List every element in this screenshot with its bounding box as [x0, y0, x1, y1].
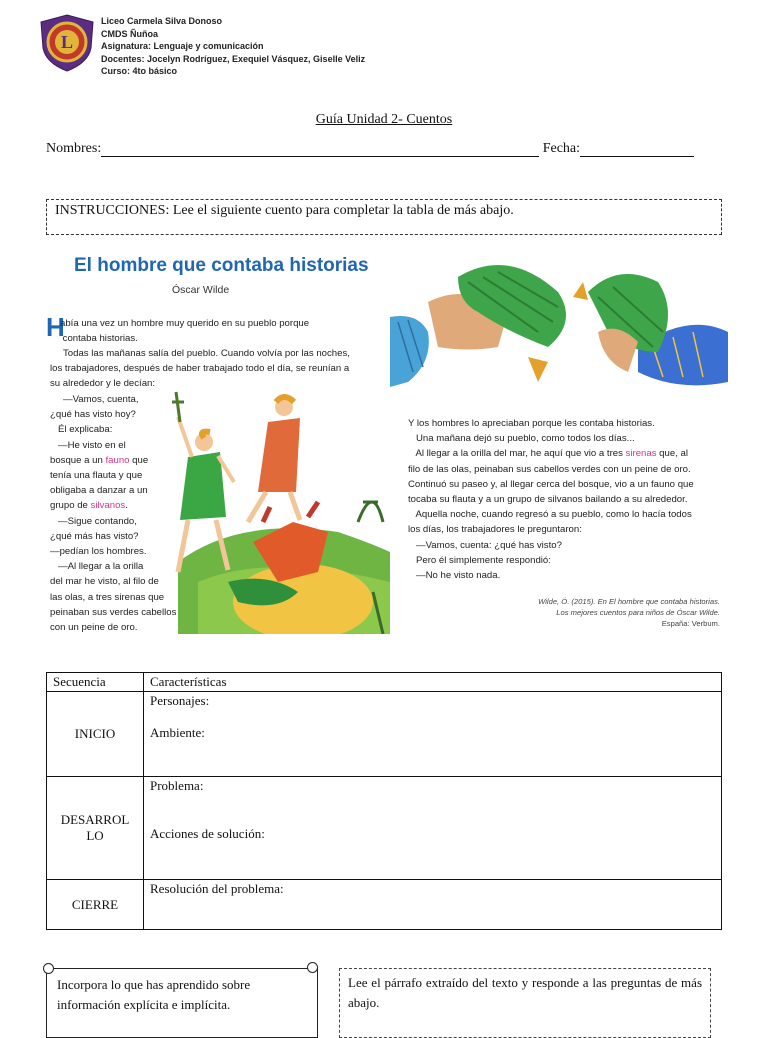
table-header: Secuencia [47, 673, 144, 692]
word-sirenas: sirenas [625, 448, 657, 460]
story-credit: Wilde, Ó. (2015). En El hombre que contaba historias. Los mejores cuentos para niños de Óscar Wilde. España: Verbum. [538, 597, 720, 628]
names-field[interactable] [101, 142, 539, 157]
scroll-curl-icon [307, 962, 318, 973]
date-label: Fecha: [542, 141, 581, 156]
subject-label: Asignatura: Lenguaje y comunicación [101, 41, 264, 51]
course-label: Curso: 4to básico [101, 66, 178, 76]
row-label-cierre: CIERRE [47, 880, 144, 930]
scroll-curl-icon [43, 963, 54, 974]
story-paragraph-2-text: Todas las mañanas salía del pueblo. Cuando volvía por las noches, los trabajadores, después de haber trabajado todo el día, se reunían a su alrededor y le decían: [50, 348, 350, 390]
table-header: Características [144, 673, 722, 692]
table-row [47, 692, 722, 777]
instruction-box-right: Lee el párrafo extraído del texto y responde a las preguntas de más abajo. [339, 968, 711, 1038]
school-name: Liceo Carmela Silva Donoso [101, 16, 223, 26]
word-fauno: fauno [105, 454, 130, 466]
cmds-label: CMDS Ñuñoa [101, 28, 158, 39]
story-title: El hombre que contaba historias [74, 255, 369, 276]
story-paragraph-1: abía una vez un hombre muy querido en su pueblo porque contaba historias. [60, 318, 310, 345]
cierre-cell[interactable]: Resolución del problema: [144, 880, 722, 930]
instructions-box: INSTRUCCIONES: Lee el siguiente cuento para completar la tabla de más abajo. [46, 199, 722, 235]
story-column-left [46, 312, 386, 632]
page-title: Guía Unidad 2- Cuentos [315, 112, 453, 127]
word-silvanos: silvanos [90, 500, 126, 512]
date-field[interactable] [580, 142, 694, 157]
desarrollo-cell[interactable]: Problema: Acciones de solución: [144, 777, 722, 880]
story-column-right: Y los hombres lo apreciaban porque les contaba historias. Una mañana dejó su pueblo, como todos los días... Al llegar a la orilla del mar, he aquí que vio a tres sirenas que, al filo de las olas, peinaban sus cabellos verdes con un peine de oro. Continuó su paseo y, al llegar cerca del bosque, vio a un fauno que tocaba su flauta y a un grupo de silvanos bailando a su alrededor. Aquella noche, cuando regresó a su pueblo, como lo hacía todos los días, los trabajadores le preguntaron: —Vamos, cuenta: ¿qué has visto? Pero él simplemente respondió: —No he visto nada. [408, 418, 694, 582]
name-date-row [46, 141, 694, 157]
teachers-label: Docentes: Jocelyn Rodríguez, Exequiel Vásquez, Giselle Veliz [101, 53, 366, 64]
story-paragraph-2 [50, 346, 350, 392]
story-paragraph-3: —Vamos, cuenta, ¿qué has visto hoy? Él explicaba: —He visto en el bosque a un fauno que tenía una flauta y que obligaba a danzar a un grupo de silvanos. —Sigue contando, ¿qué más has visto? —pedían los hombres. —Al llegar a la orilla del mar he visto, al filo de las olas, a tres sirenas que peinaban sus verdes cabellos con un peine de oro. [50, 394, 177, 634]
scroll-box: Incorpora lo que has aprendido sobre información explícita e implícita. [46, 968, 318, 1038]
school-logo [38, 14, 96, 72]
table-row [47, 777, 722, 880]
school-header [101, 15, 365, 78]
row-label-inicio: INICIO [47, 692, 144, 777]
table-row [47, 880, 722, 930]
sequence-table [46, 672, 722, 930]
dropcap: H [46, 312, 65, 342]
row-label-desarrollo: DESARROL LO [47, 777, 144, 880]
story-author: Óscar Wilde [172, 284, 230, 296]
names-label: Nombres: [46, 141, 102, 156]
story-panel [38, 252, 728, 634]
inicio-cell[interactable]: Personajes: Ambiente: [144, 692, 722, 777]
logo-letter: L [60, 32, 74, 52]
